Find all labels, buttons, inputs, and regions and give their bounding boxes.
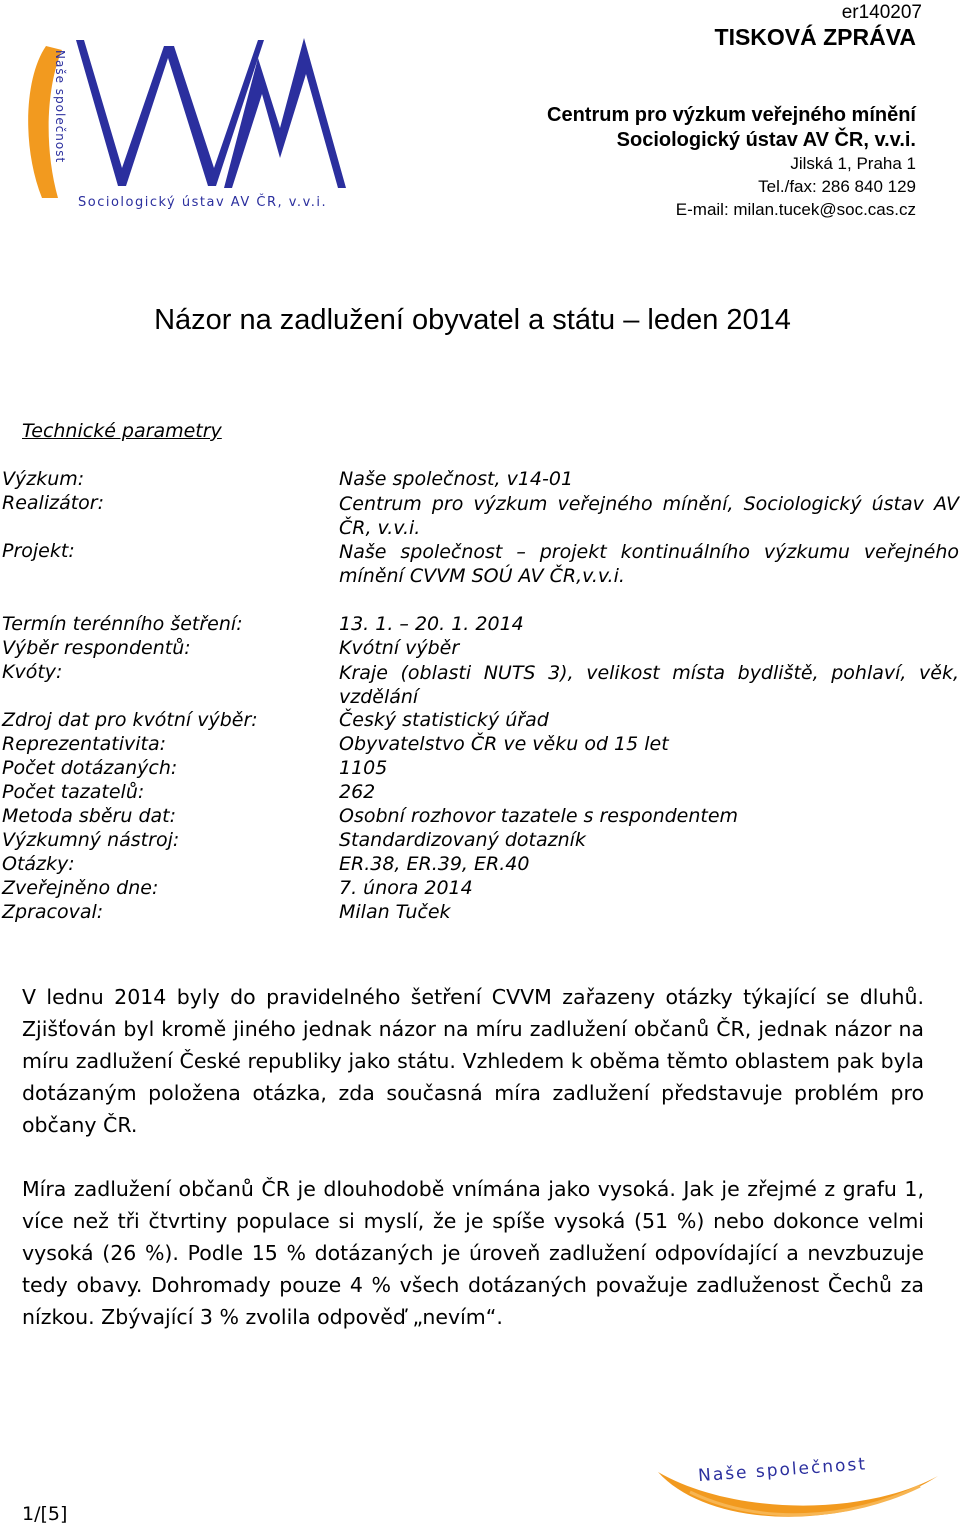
param-value: Naše společnost, v14-01 <box>339 468 574 490</box>
sou-logo <box>18 18 358 218</box>
param-value: 13. 1. – 20. 1. 2014 <box>339 613 524 635</box>
body-paragraph: V lednu 2014 byly do pravidelného šetření CVVM zařazeny otázky týkající se dluhů. Zjišťován byl kromě jiného jednak názor na míru zadlužení občanů ČR, jednak názor na míru zadlužení České republiky jako státu. Vzhledem k oběma těmto oblastem pak byla dotázaným položena otázka, zda současná míra zadlužení představuje problém pro občany ČR. <box>22 985 924 1137</box>
page-title: Názor na zadlužení obyvatel a státu – leden 2014 <box>154 304 791 336</box>
body-paragraph: Míra zadlužení občanů ČR je dlouhodobě vnímána jako vysoká. Jak je zřejmé z grafu 1, více než tři čtvrtiny populace si myslí, že je spíše vysoká (51 %) nebo dokonce velmi vysoká (26 %). Podle 15 % dotázaných je úroveň zadlužení odpovídající a nevzbuzuje tedy obavy. Dohromady pouze 4 % všech dotázaných považuje zadluženost Čechů za nízkou. Zbývající 3 % zvolila odpověď „nevím“. <box>22 1177 924 1329</box>
press-release-label: TISKOVÁ ZPRÁVA <box>714 24 916 50</box>
param-label: Metoda sběru dat: <box>2 805 176 827</box>
param-label: Výběr respondentů: <box>2 637 191 659</box>
page-number: 1/[5] <box>22 1503 68 1525</box>
param-label: Výzkum: <box>2 468 85 490</box>
org-email[interactable]: E-mail: milan.tucek@soc.cas.cz <box>675 200 916 219</box>
params-heading: Technické parametry <box>22 420 222 442</box>
param-value: 1105 <box>339 757 388 779</box>
org-phone: Tel./fax: 286 840 129 <box>758 177 916 196</box>
footer-logo <box>650 1440 950 1528</box>
param-label: Výzkumný nástroj: <box>2 829 180 851</box>
param-label: Zpracoval: <box>2 901 104 923</box>
param-value: Centrum pro výzkum veřejného mínění, Sociologický ústav AV ČR, v.v.i. <box>339 493 959 539</box>
param-label: Počet tazatelů: <box>2 781 145 803</box>
param-value: 262 <box>339 781 376 803</box>
param-value: Kvótní výběr <box>339 637 460 659</box>
footer-logo-text: Naše společnost <box>697 1454 868 1487</box>
org-address: Jilská 1, Praha 1 <box>790 154 916 173</box>
param-label: Realizátor: <box>2 492 104 514</box>
param-label: Kvóty: <box>2 661 63 683</box>
param-value: Standardizovaný dotazník <box>339 829 586 851</box>
param-label: Reprezentativita: <box>2 733 166 755</box>
param-value: Milan Tuček <box>339 901 451 923</box>
param-value: ER.38, ER.39, ER.40 <box>339 853 530 875</box>
logo-left-text: Naše společnost <box>53 50 67 164</box>
param-label: Otázky: <box>2 853 75 875</box>
param-label: Zdroj dat pro kvótní výběr: <box>2 709 258 731</box>
param-value: Osobní rozhovor tazatele s respondentem <box>339 805 739 827</box>
param-value: Obyvatelstvo ČR ve věku od 15 let <box>339 733 669 755</box>
param-label: Zveřejněno dne: <box>2 877 159 899</box>
param-label: Projekt: <box>2 540 75 562</box>
org-name: Centrum pro výzkum veřejného mínění <box>547 104 916 126</box>
param-value: Český statistický úřad <box>339 709 549 731</box>
logo-m-shape-icon <box>224 38 346 188</box>
param-label: Počet dotázaných: <box>2 757 178 779</box>
document-code: er140207 <box>841 2 922 23</box>
param-value: Naše společnost – projekt kontinuálního výzkumu veřejného mínění CVVM SOÚ AV ČR,v.v.i. <box>339 541 959 587</box>
param-value: 7. února 2014 <box>339 877 473 899</box>
param-label: Termín terénního šetření: <box>2 613 243 635</box>
org-institute: Sociologický ústav AV ČR, v.v.i. <box>616 129 916 151</box>
logo-bottom-text: Sociologický ústav AV ČR, v.v.i. <box>78 195 328 210</box>
param-value: Kraje (oblasti NUTS 3), velikost místa bydliště, pohlaví, věk, vzdělání <box>339 662 959 708</box>
